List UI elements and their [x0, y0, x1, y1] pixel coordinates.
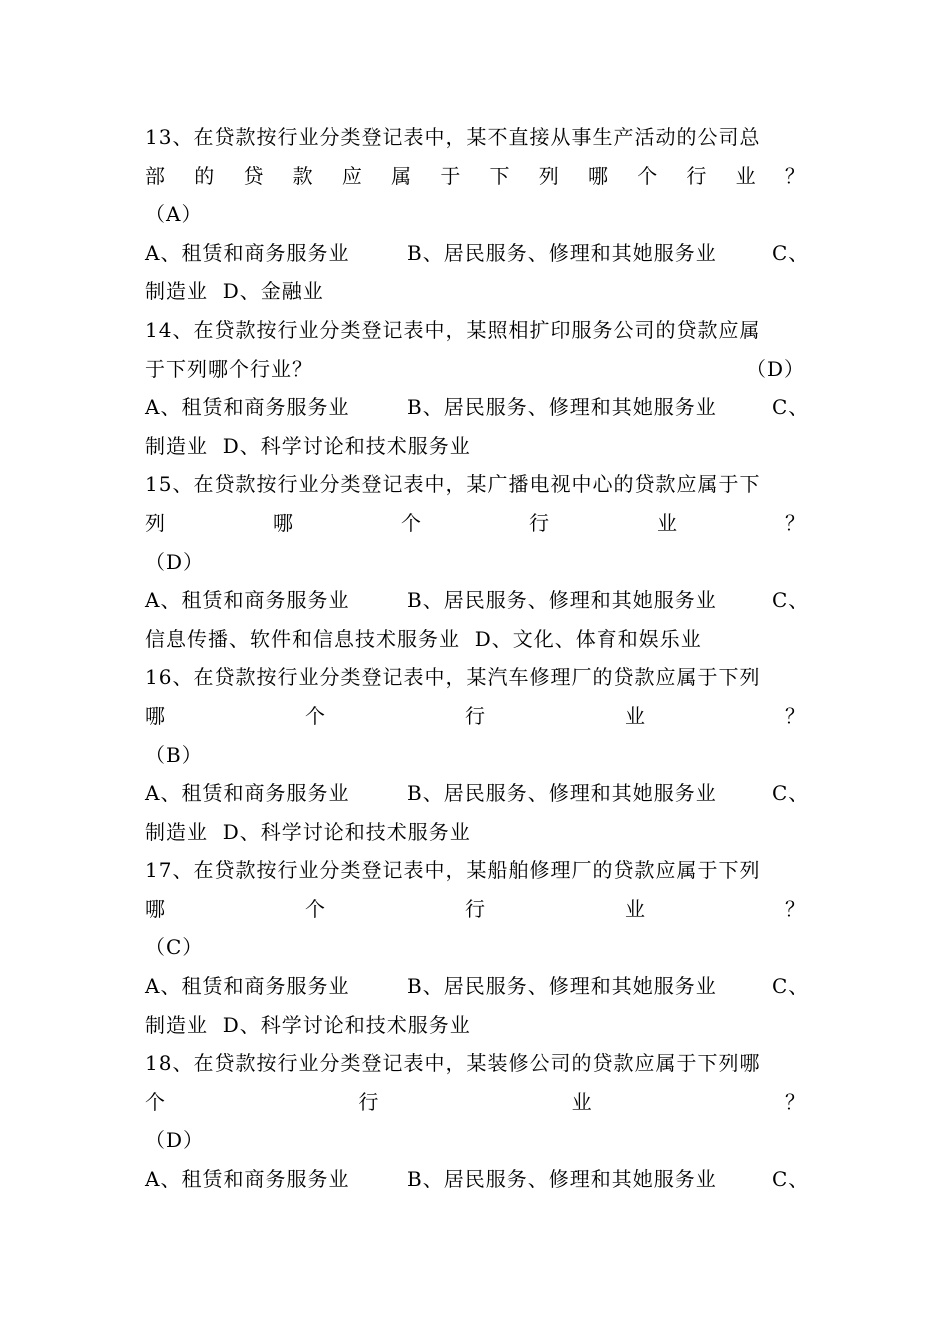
q13-char: 属	[391, 163, 412, 188]
q13-char: 款	[292, 163, 313, 188]
q17-option-d: D、科学讨论和技术服务业	[222, 1012, 471, 1037]
q18-stem-line1: 18、在贷款按行业分类登记表中，某装修公司的贷款应属于下列哪	[145, 1051, 761, 1076]
q15-options-row	[145, 581, 810, 620]
q16-option-c-label: C、	[772, 781, 810, 806]
q14-options-row2	[145, 427, 805, 466]
q13-option-d: D、金融业	[222, 279, 324, 304]
q13-stem-line2	[145, 157, 805, 196]
q16-option-c-text: 制造业	[145, 819, 208, 844]
q16-char: 个	[305, 703, 325, 728]
q15-stem-line1: 15、在贷款按行业分类登记表中，某广播电视中心的贷款应属于下	[145, 472, 761, 497]
q13-char: 下	[489, 163, 510, 188]
q13-options-row2	[145, 272, 805, 311]
q14-option-a: A、租赁和商务服务业	[145, 395, 350, 420]
q13-option-c-label: C、	[772, 240, 810, 265]
q18-char: 个	[145, 1089, 165, 1114]
q18-option-b: B、居民服务、修理和其她服务业	[407, 1167, 717, 1192]
q17-option-b: B、居民服务、修理和其她服务业	[407, 974, 717, 999]
q13-char: 个	[637, 163, 658, 188]
q13-options-row	[145, 234, 810, 273]
q14-option-c-text: 制造业	[145, 433, 208, 458]
q15-option-d: D、文化、体育和娱乐业	[474, 626, 702, 651]
q18-char: ？	[784, 1089, 805, 1114]
q18-answer: （D）	[145, 1128, 205, 1153]
q15-stem-line2	[145, 504, 805, 543]
q15-char: 个	[401, 510, 421, 535]
q17-options-row2	[145, 1006, 805, 1045]
q13-char: 应	[341, 163, 362, 188]
q16-options-row2	[145, 813, 805, 852]
q17-option-c-text: 制造业	[145, 1012, 208, 1037]
q13-char: 列	[538, 163, 559, 188]
q13-answer: （A）	[145, 202, 203, 227]
q14-options-row	[145, 388, 810, 427]
q15-answer: （D）	[145, 549, 205, 574]
q17-char: 个	[305, 896, 325, 921]
q13-char: 贷	[243, 163, 264, 188]
q16-option-d: D、科学讨论和技术服务业	[222, 819, 471, 844]
q18-char: 行	[358, 1089, 379, 1114]
q17-stem-line2	[145, 890, 805, 929]
q15-char: 业	[657, 510, 677, 535]
q16-options-row	[145, 774, 810, 813]
q17-answer: （C）	[145, 935, 204, 960]
q13-char: 的	[194, 163, 215, 188]
q17-char: 哪	[145, 896, 165, 921]
q15-char: 哪	[273, 510, 293, 535]
q15-char: ？	[785, 510, 805, 535]
q17-char: 行	[465, 896, 485, 921]
q16-char: ？	[785, 703, 805, 728]
q13-stem-line1: 13、在贷款按行业分类登记表中，某不直接从事生产活动的公司总	[145, 125, 761, 149]
q17-char: 业	[625, 896, 645, 921]
q16-option-b: B、居民服务、修理和其她服务业	[407, 781, 717, 806]
q16-char: 业	[625, 703, 645, 728]
q14-stem-line2	[145, 350, 805, 389]
q15-options-row2	[145, 620, 805, 659]
q18-char: 业	[571, 1089, 592, 1114]
q18-option-c-label: C、	[772, 1167, 810, 1192]
q16-char: 哪	[145, 703, 165, 728]
q17-stem-line1: 17、在贷款按行业分类登记表中，某船舶修理厂的贷款应属于下列	[145, 858, 761, 883]
q14-answer: （D）	[745, 356, 805, 381]
q13-option-a: A、租赁和商务服务业	[145, 240, 350, 265]
q15-option-a: A、租赁和商务服务业	[145, 588, 350, 613]
q16-answer: （B）	[145, 742, 203, 767]
q15-option-b: B、居民服务、修理和其她服务业	[407, 588, 717, 613]
q14-option-d: D、科学讨论和技术服务业	[222, 433, 471, 458]
q16-char: 行	[465, 703, 485, 728]
q15-option-c-label: C、	[772, 588, 810, 613]
q16-option-a: A、租赁和商务服务业	[145, 781, 350, 806]
q16-stem-line1: 16、在贷款按行业分类登记表中，某汽车修理厂的贷款应属于下列	[145, 665, 761, 690]
q17-option-c-label: C、	[772, 974, 810, 999]
q18-option-a: A、租赁和商务服务业	[145, 1167, 350, 1192]
q13-char: 行	[686, 163, 707, 188]
q13-option-b: B、居民服务、修理和其她服务业	[407, 240, 717, 265]
q14-option-b: B、居民服务、修理和其她服务业	[407, 395, 717, 420]
q15-option-c-text: 信息传播、软件和信息技术服务业	[145, 626, 460, 651]
q15-char: 列	[145, 510, 165, 535]
q14-stem-text: 于下列哪个行业？	[145, 356, 313, 381]
q18-stem-line2	[145, 1083, 805, 1122]
q14-stem-line1: 14、在贷款按行业分类登记表中，某照相扩印服务公司的贷款应属	[145, 317, 761, 342]
q13-char: 部	[145, 163, 165, 188]
q13-char: 于	[440, 163, 461, 188]
q13-char: 哪	[587, 163, 608, 188]
q13-char: ？	[784, 163, 805, 188]
q15-char: 行	[529, 510, 549, 535]
document-page	[145, 118, 810, 1199]
q13-option-c-text: 制造业	[145, 279, 208, 304]
q18-options-row	[145, 1160, 810, 1199]
q17-char: ？	[785, 896, 805, 921]
q17-options-row	[145, 967, 810, 1006]
q13-char: 业	[735, 163, 756, 188]
q16-stem-line2	[145, 697, 805, 736]
q17-option-a: A、租赁和商务服务业	[145, 974, 350, 999]
q14-option-c-label: C、	[772, 395, 810, 420]
